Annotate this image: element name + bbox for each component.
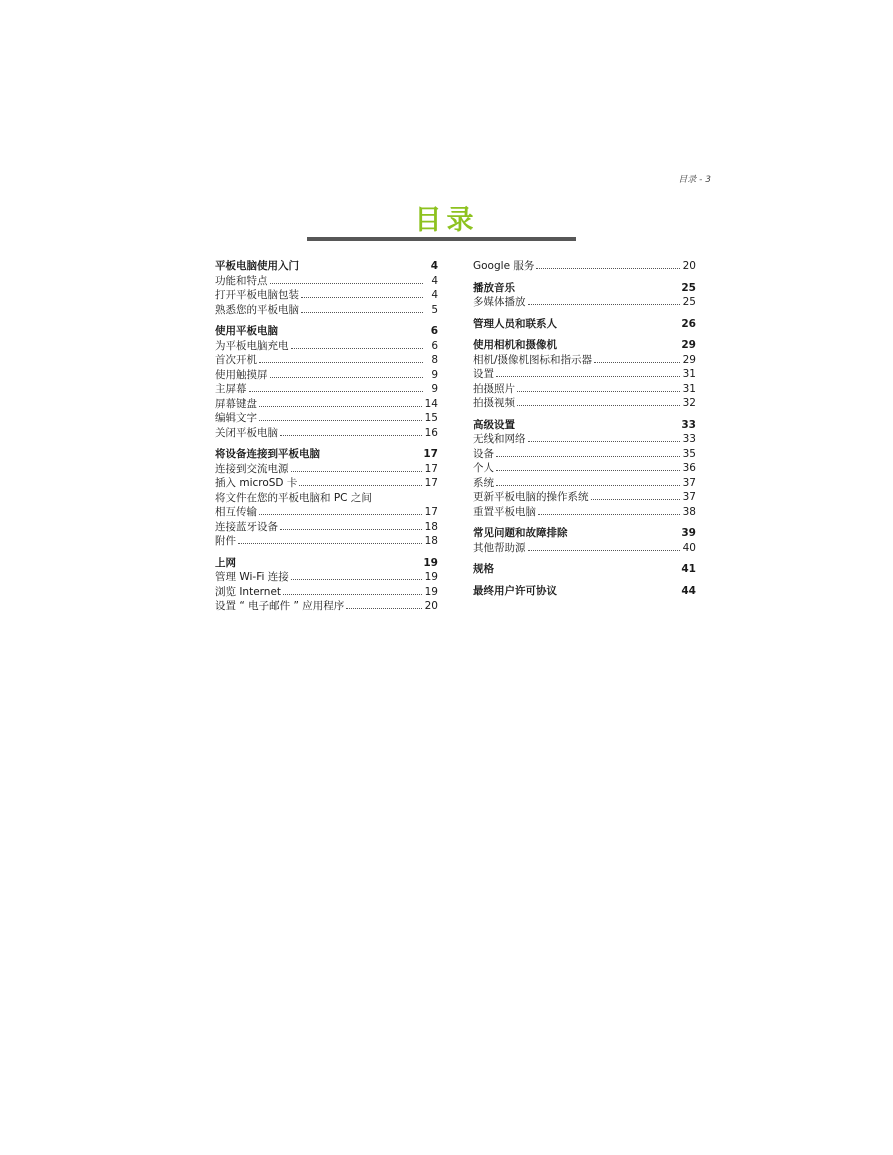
dot-leader: [299, 485, 421, 486]
toc-heading-text: 高级设置: [473, 418, 515, 431]
toc-entry[interactable]: [473, 382, 696, 397]
toc-entry-text: 附件: [215, 535, 236, 547]
toc-entry-text: 功能和特点: [215, 274, 268, 287]
page-number: 38: [682, 505, 696, 518]
toc-entry[interactable]: [215, 397, 438, 412]
toc-section: [473, 584, 696, 599]
page-number: 39: [681, 527, 696, 539]
toc-entry[interactable]: [215, 570, 438, 585]
toc-section: [473, 281, 696, 310]
toc-entry[interactable]: [473, 353, 696, 368]
page-number: 8: [431, 354, 438, 366]
toc-entry-text: 相机/摄像机图标和指示器: [473, 353, 593, 366]
toc-entry[interactable]: [473, 461, 696, 476]
toc-entry[interactable]: [215, 520, 438, 535]
toc-entry[interactable]: [473, 447, 696, 462]
toc-section-heading[interactable]: [215, 447, 438, 462]
toc-entry-text: 主屏幕: [215, 383, 247, 395]
dot-leader: [301, 312, 423, 313]
toc-entry[interactable]: [215, 462, 438, 477]
page-number: 19: [424, 585, 438, 598]
page-number: 44: [681, 584, 696, 597]
toc-section-heading[interactable]: [473, 526, 696, 541]
toc-entry-text: 其他帮助源: [473, 541, 526, 554]
toc-entry-text: 浏览 Internet: [215, 585, 282, 598]
toc-section: [215, 447, 438, 549]
page-number: 17: [424, 506, 438, 518]
dot-leader: [528, 550, 680, 551]
toc-section-heading[interactable]: [473, 281, 696, 296]
toc-entry[interactable]: [215, 426, 438, 441]
dot-leader: [291, 579, 422, 580]
dot-leader: [591, 499, 680, 500]
page-number: 40: [682, 541, 696, 554]
toc-entry[interactable]: [473, 396, 696, 411]
toc-entry[interactable]: [215, 411, 438, 426]
dot-leader: [496, 485, 680, 486]
dot-leader: [538, 514, 680, 515]
toc-entry-text: 更新平板电脑的操作系统: [473, 491, 589, 503]
toc-heading-text: 使用平板电脑: [215, 325, 278, 337]
toc-entry[interactable]: [215, 303, 438, 318]
page-number: 6: [430, 325, 438, 337]
page-number: 25: [681, 281, 696, 294]
dot-leader: [496, 376, 680, 377]
title-underline: [307, 237, 576, 241]
page-number: 37: [682, 491, 696, 503]
page-number: 36: [682, 462, 696, 474]
toc-entry[interactable]: [215, 339, 438, 354]
page-number: 19: [424, 571, 438, 583]
page-number: 29: [682, 353, 696, 366]
dot-leader: [528, 441, 680, 442]
dot-leader: [291, 471, 422, 472]
toc-entry[interactable]: [215, 585, 438, 600]
page-number: 31: [682, 368, 696, 380]
toc-entry[interactable]: [473, 259, 696, 274]
dot-leader: [283, 594, 422, 595]
toc-heading-text: 将设备连接到平板电脑: [215, 448, 320, 460]
toc-section: [473, 259, 696, 274]
toc-entry-text: 将文件在您的平板电脑和 PC 之间: [215, 491, 372, 504]
toc-entry[interactable]: [215, 505, 438, 520]
dot-leader: [270, 377, 424, 378]
toc-column-right: [473, 259, 696, 605]
page-number: 25: [682, 296, 696, 308]
page-number: 33: [682, 433, 696, 445]
page-number: 4: [431, 274, 438, 287]
toc-section-heading[interactable]: [473, 338, 696, 353]
toc-entry-text: 无线和网络: [473, 433, 526, 445]
toc-heading-text: 规格: [473, 563, 494, 575]
toc-entry-text: 连接到交流电源: [215, 462, 289, 475]
page-number: 17: [424, 477, 438, 489]
toc-heading-text: 平板电脑使用入门: [215, 260, 299, 272]
page-number: 9: [431, 383, 438, 395]
dot-leader: [259, 514, 422, 515]
toc-section: [473, 526, 696, 555]
page-number: 14: [424, 397, 438, 410]
page-number: 29: [681, 339, 696, 351]
dot-leader: [536, 268, 679, 269]
toc-entry[interactable]: [215, 353, 438, 368]
toc-entry[interactable]: [215, 274, 438, 289]
toc-entry[interactable]: [473, 505, 696, 520]
dot-leader: [249, 391, 424, 392]
toc-entry[interactable]: [215, 368, 438, 383]
dot-leader: [528, 304, 680, 305]
page-number: 19: [423, 556, 438, 569]
toc-entry-text: 设置 “ 电子邮件 ” 应用程序: [215, 600, 345, 612]
page-number: 31: [682, 382, 696, 395]
toc-entry[interactable]: [215, 476, 438, 491]
toc-entry[interactable]: [473, 367, 696, 382]
toc-entry[interactable]: [473, 541, 696, 556]
toc-entry-text: 重置平板电脑: [473, 505, 536, 518]
toc-heading-text: 播放音乐: [473, 281, 515, 294]
toc-entry[interactable]: [473, 432, 696, 447]
toc-entry[interactable]: [215, 491, 438, 506]
page-number: 5: [431, 303, 438, 316]
toc-heading-text: 使用相机和摄像机: [473, 339, 557, 351]
page-number: 26: [681, 317, 696, 330]
toc-entry[interactable]: [215, 382, 438, 397]
page-number: 15: [424, 412, 438, 424]
toc-section: [473, 562, 696, 577]
toc-entry-text: 相互传输: [215, 506, 257, 518]
toc-section-heading[interactable]: [215, 259, 438, 274]
toc-section: [215, 324, 438, 440]
toc-section-heading[interactable]: [215, 324, 438, 339]
toc-entry-text: Google 服务: [473, 260, 535, 272]
toc-entry-text: 拍摄视频: [473, 397, 515, 409]
toc-entry-text: 屏幕键盘: [215, 397, 257, 410]
dot-leader: [238, 543, 422, 544]
page-number: 20: [424, 600, 438, 612]
toc-entry-text: 关闭平板电脑: [215, 426, 278, 439]
toc-entry-text: 拍摄照片: [473, 382, 515, 395]
toc-heading-text: 管理人员和联系人: [473, 317, 557, 330]
toc-section: [215, 259, 438, 317]
page-number: 41: [681, 563, 696, 575]
dot-leader: [496, 470, 680, 471]
toc-heading-text: 上网: [215, 556, 236, 569]
dot-leader: [594, 362, 680, 363]
dot-leader: [259, 406, 422, 407]
toc-section-heading[interactable]: [473, 317, 696, 332]
toc-entry-text: 编辑文字: [215, 412, 257, 424]
toc-section: [473, 338, 696, 411]
page-number: 16: [424, 426, 438, 439]
dot-leader: [280, 435, 422, 436]
dot-leader: [280, 529, 422, 530]
toc-entry-text: 多媒体播放: [473, 296, 526, 308]
toc-heading-text: 最终用户许可协议: [473, 584, 557, 597]
toc-entry[interactable]: [215, 534, 438, 549]
toc-entry-text: 设置: [473, 368, 494, 380]
toc-heading-text: 常见问题和故障排除: [473, 527, 568, 539]
toc-entry-text: 首次开机: [215, 354, 257, 366]
dot-leader: [301, 297, 423, 298]
running-head: 目录 - 3: [678, 175, 711, 185]
toc-section: [473, 418, 696, 520]
toc-entry-text: 插入 microSD 卡: [215, 477, 298, 489]
dot-leader: [259, 362, 423, 363]
page-number: 37: [682, 476, 696, 489]
dot-leader: [291, 348, 424, 349]
toc-entry[interactable]: [473, 295, 696, 310]
page-number: 33: [681, 418, 696, 431]
toc-entry-text: 个人: [473, 462, 494, 474]
page-title: 目录: [414, 205, 479, 236]
page-number: 32: [682, 397, 696, 409]
toc-entry[interactable]: [473, 476, 696, 491]
toc-entry-text: 设备: [473, 447, 494, 460]
page-number: 6: [431, 339, 438, 352]
toc-entry[interactable]: [215, 288, 438, 303]
dot-leader: [517, 391, 680, 392]
toc-section: [473, 317, 696, 332]
toc-entry-text: 系统: [473, 476, 494, 489]
page-number: 18: [424, 520, 438, 533]
dot-leader: [496, 456, 680, 457]
toc-section-heading[interactable]: [473, 418, 696, 433]
toc-section: [215, 556, 438, 614]
page-number: 17: [423, 448, 438, 460]
toc-section-heading[interactable]: [473, 562, 696, 577]
toc-section-heading[interactable]: [473, 584, 696, 599]
page-number: 18: [424, 535, 438, 547]
toc-entry[interactable]: [473, 490, 696, 505]
toc-entry-text: 管理 Wi-Fi 连接: [215, 571, 289, 583]
toc-entry-text: 熟悉您的平板电脑: [215, 303, 299, 316]
page-number: 17: [424, 462, 438, 475]
dot-leader: [259, 420, 422, 421]
toc-entry-text: 打开平板电脑包装: [215, 289, 299, 301]
page-number: 35: [682, 447, 696, 460]
toc-entry-text: 使用触摸屏: [215, 368, 268, 381]
toc-section-heading[interactable]: [215, 556, 438, 571]
toc-entry-text: 为平板电脑充电: [215, 339, 289, 352]
page-number: 4: [430, 260, 438, 272]
page-number: 20: [682, 260, 696, 272]
dot-leader: [346, 608, 421, 609]
dot-leader: [270, 283, 424, 284]
toc-entry[interactable]: [215, 599, 438, 614]
page-number: 4: [431, 289, 438, 301]
toc-entry-text: 连接蓝牙设备: [215, 520, 278, 533]
dot-leader: [517, 405, 680, 406]
toc-column-left: [215, 259, 438, 621]
page-number: 9: [431, 368, 438, 381]
